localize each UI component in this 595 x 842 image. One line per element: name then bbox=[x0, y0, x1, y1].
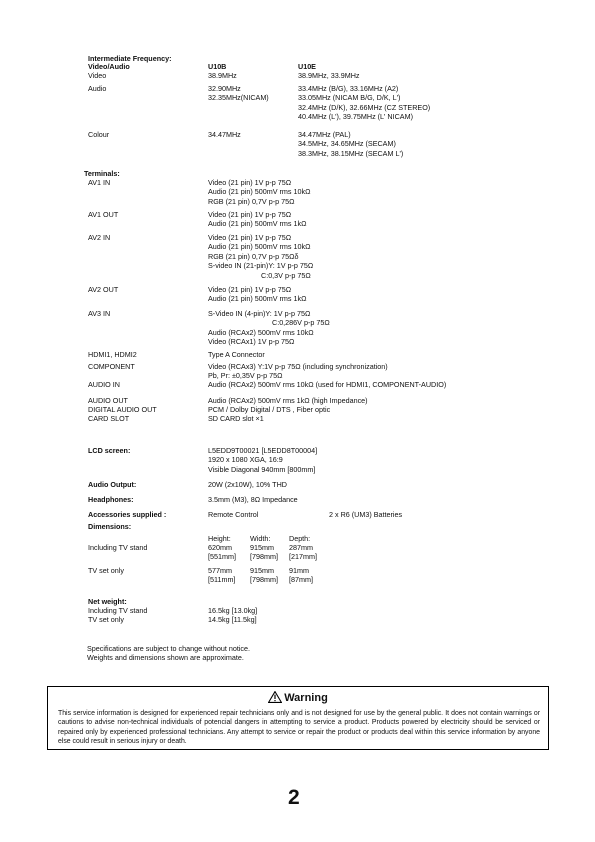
headphones-label: Headphones: bbox=[88, 495, 134, 504]
terminal-label: HDMI1, HDMI2 bbox=[88, 350, 137, 359]
terminal-spec-line: Audio (RCAx2) 500mV rms 10kΩ (used for HDMI1, COMPONENT-AUDIO) bbox=[208, 380, 447, 389]
terminal-spec-line: Type A Connector bbox=[208, 350, 265, 359]
if-video-label: Video bbox=[88, 71, 107, 80]
if-colour-u10e-line: 38.3MHz, 38.15MHz (SECAM L') bbox=[298, 148, 404, 158]
terminal-spec-line: Video (21 pin) 1V p-p 75Ω bbox=[208, 285, 292, 294]
dim-value: 577mm bbox=[208, 566, 232, 575]
if-colour-u10e-line: 34.5MHz, 34.65MHz (SECAM) bbox=[298, 139, 396, 149]
terminal-spec-line: SD CARD slot ×1 bbox=[208, 414, 264, 423]
accessories-value: 2 x R6 (UM3) Batteries bbox=[329, 510, 403, 519]
dimensions-label: Dimensions: bbox=[88, 522, 132, 531]
audio-output-label: Audio Output: bbox=[88, 480, 137, 489]
terminal-spec-line: Audio (RCAx2) 500mV rms 1kΩ (high Impedance) bbox=[208, 396, 368, 405]
audio-output-value: 20W (2x10W), 10% THD bbox=[208, 480, 287, 489]
terminal-spec-line: C:0,3V p-p 75Ω bbox=[261, 270, 311, 280]
terminal-spec-line: Video (RCAx3) Y:1V p-p 75Ω (including synchronization) bbox=[208, 362, 388, 371]
terminal-spec-line: Pb, Pr: ±0,35V p-p 75Ω bbox=[208, 371, 283, 381]
terminal-spec-line: Audio (21 pin) 500mV rms 1kΩ bbox=[208, 294, 307, 304]
dim-value: 915mm bbox=[250, 543, 274, 552]
terminal-spec bbox=[208, 362, 388, 381]
terminal-label: AV2 IN bbox=[88, 233, 111, 242]
dim-value: [87mm] bbox=[289, 575, 313, 584]
note-line: Weights and dimensions shown are approximate. bbox=[87, 653, 244, 662]
terminal-label: AV1 IN bbox=[88, 178, 111, 187]
col-u10b-header: U10B bbox=[208, 62, 227, 71]
dim-value: [551mm] bbox=[208, 552, 236, 561]
if-colour-u10e-line: 34.47MHz (PAL) bbox=[298, 130, 351, 139]
if-video-u10b: 38.9MHz bbox=[208, 71, 237, 80]
terminal-spec-line: PCM / Dolby Digital / DTS , Fiber optic bbox=[208, 405, 331, 414]
if-colour-u10e bbox=[298, 130, 403, 158]
dim-header-depth: Depth: bbox=[289, 534, 311, 543]
dim-value: [511mm] bbox=[208, 575, 236, 584]
terminal-spec-line: Video (21 pin) 1V p-p 75Ω bbox=[208, 210, 292, 219]
terminal-spec-line: S-Video IN (4-pin)Y: 1V p-p 75Ω bbox=[208, 309, 311, 318]
dim-value: [217mm] bbox=[289, 552, 317, 561]
lcd-spec-line: 1920 x 1080 XGA, 16:9 bbox=[208, 455, 283, 465]
terminal-spec-line: Audio (21 pin) 500mV rms 10kΩ bbox=[208, 187, 311, 197]
dim-header-width: Width: bbox=[250, 534, 271, 543]
weight-row-label: Including TV stand bbox=[88, 606, 148, 615]
if-subheading: Video/Audio bbox=[88, 62, 130, 71]
if-audio-label: Audio bbox=[88, 84, 107, 93]
dim-header-height: Height: bbox=[208, 534, 231, 543]
lcd-label: LCD screen: bbox=[88, 446, 131, 455]
terminal-spec bbox=[208, 178, 310, 206]
terminal-spec-line: Audio (21 pin) 500mV rms 1kΩ bbox=[208, 219, 307, 229]
terminal-label: AUDIO IN bbox=[88, 380, 120, 389]
dim-value: 620mm bbox=[208, 543, 232, 552]
accessories-value: Remote Control bbox=[208, 510, 259, 519]
dim-value: [798mm] bbox=[250, 575, 278, 584]
dim-value: 915mm bbox=[250, 566, 274, 575]
terminal-spec-line: Audio (RCAx2) 500mV rms 10kΩ bbox=[208, 327, 314, 337]
if-colour-label: Colour bbox=[88, 130, 110, 139]
if-colour-u10b: 34.47MHz bbox=[208, 130, 241, 139]
terminal-label: CARD SLOT bbox=[88, 414, 130, 423]
if-audio-u10e-line: 33.05MHz (NICAM B/G, D/K, L') bbox=[298, 93, 401, 103]
terminal-label: AV3 IN bbox=[88, 309, 111, 318]
warning-title: Warning bbox=[284, 692, 328, 704]
if-audio-u10b-line: 32.35MHz(NICAM) bbox=[208, 93, 269, 103]
terminal-spec-line: Video (RCAx1) 1V p-p 75Ω bbox=[208, 337, 295, 347]
dim-value: 91mm bbox=[289, 566, 309, 575]
terminal-spec-line: Video (21 pin) 1V p-p 75Ω bbox=[208, 233, 292, 242]
terminal-label: AV1 OUT bbox=[88, 210, 119, 219]
warning-title-row bbox=[48, 691, 548, 705]
dim-row-label: Including TV stand bbox=[88, 543, 148, 552]
page-number: 2 bbox=[288, 786, 300, 809]
if-video-u10e: 38.9MHz, 33.9MHz bbox=[298, 71, 360, 80]
if-audio-u10b bbox=[208, 84, 269, 103]
terminal-label: DIGITAL AUDIO OUT bbox=[88, 405, 157, 414]
terminals-heading: Terminals: bbox=[84, 169, 120, 178]
if-audio-u10e-line: 33.4MHz (B/G), 33.16MHz (A2) bbox=[298, 84, 399, 93]
weight-value: 16.5kg [13.0kg] bbox=[208, 606, 258, 615]
lcd-spec-line: L5EDD9T00021 [L5EDD8T00004] bbox=[208, 446, 318, 455]
terminal-spec bbox=[208, 210, 306, 229]
dim-value: [798mm] bbox=[250, 552, 278, 561]
if-audio-u10e-line: 40.4MHz (L'), 39.75MHz (L' NICAM) bbox=[298, 112, 413, 122]
terminal-spec-line: Audio (21 pin) 500mV rms 10kΩ bbox=[208, 242, 311, 252]
terminal-spec-line: RGB (21 pin) 0,7V p-p 75Ω bbox=[208, 196, 295, 206]
note-line: Specifications are subject to change without notice. bbox=[87, 644, 251, 653]
if-audio-u10e-line: 32.4MHz (D/K), 32.66MHz (CZ STEREO) bbox=[298, 102, 431, 112]
weight-row-label: TV set only bbox=[88, 615, 124, 624]
terminal-spec-line: Video (21 pin) 1V p-p 75Ω bbox=[208, 178, 292, 187]
terminal-spec bbox=[208, 233, 313, 280]
terminal-spec-line: RGB (21 pin) 0,7V p-p 75Ωδ bbox=[208, 251, 299, 261]
terminal-label: COMPONENT bbox=[88, 362, 135, 371]
terminal-label: AV2 OUT bbox=[88, 285, 119, 294]
warning-triangle-icon bbox=[268, 691, 282, 703]
warning-box bbox=[47, 686, 549, 750]
dim-row-label: TV set only bbox=[88, 566, 124, 575]
accessories-label: Accessories supplied : bbox=[88, 510, 167, 519]
lcd-spec-line: Visible Diagonal 940mm [800mm] bbox=[208, 464, 316, 474]
col-u10e-header: U10E bbox=[298, 62, 316, 71]
if-audio-u10b-line: 32.90MHz bbox=[208, 84, 241, 93]
weight-value: 14.5kg [11.5kg] bbox=[208, 615, 257, 624]
terminal-label: AUDIO OUT bbox=[88, 396, 128, 405]
warning-text: This service information is designed for experienced repair technicians only and is not designed for use by the general public. It does not contain warnings or cautions to advise non-technical individuals of potencial dangers in attempting to service a product. Products powered by electricity should be serviced or repaired only by experienced professional technicians. Any attempt to service or repair the product or products deal within this service information by anyone else could result in serious injury or death. bbox=[58, 710, 540, 745]
terminal-spec-line: C:0,286V p-p 75Ω bbox=[272, 318, 330, 328]
headphones-value: 3.5mm (M3), 8Ω Impedance bbox=[208, 495, 298, 504]
terminal-spec bbox=[208, 285, 306, 304]
if-heading: Intermediate Frequency: bbox=[88, 54, 172, 63]
weight-label: Net weight: bbox=[88, 597, 127, 606]
lcd-spec bbox=[208, 446, 317, 474]
terminal-spec bbox=[208, 309, 330, 347]
if-audio-u10e bbox=[298, 84, 430, 122]
dim-value: 287mm bbox=[289, 543, 313, 552]
terminal-spec-line: S-video IN (21-pin)Y: 1V p-p 75Ω bbox=[208, 261, 314, 271]
